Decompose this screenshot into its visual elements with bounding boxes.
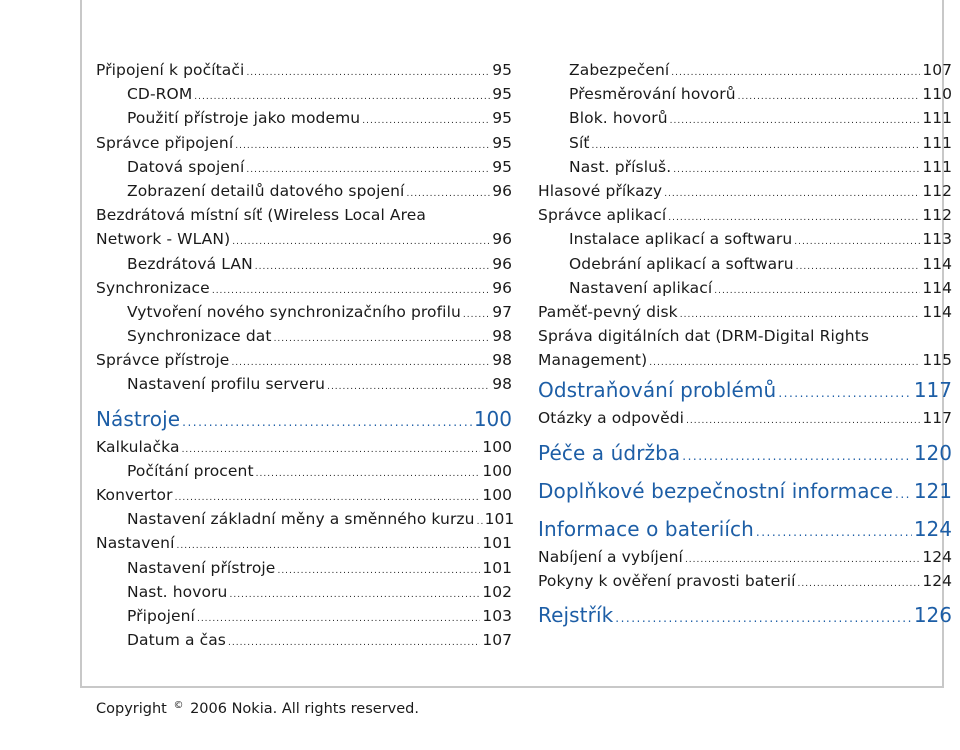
dot-leader bbox=[649, 351, 920, 375]
dot-leader bbox=[673, 158, 920, 182]
toc-entry[interactable] bbox=[538, 179, 952, 203]
left-border-rule bbox=[80, 0, 82, 688]
toc-entry[interactable] bbox=[96, 507, 515, 531]
dot-leader bbox=[182, 406, 472, 438]
toc-entry-page: 98 bbox=[492, 351, 512, 370]
toc-entry-page: 97 bbox=[492, 302, 512, 321]
toc-entry-title: Nástroje bbox=[96, 406, 181, 431]
toc-entry[interactable] bbox=[96, 300, 512, 324]
toc-chapter[interactable] bbox=[538, 513, 952, 545]
toc-chapter[interactable] bbox=[538, 599, 952, 631]
toc-entry-title: Otázky a odpovědi bbox=[538, 409, 685, 428]
dot-leader bbox=[682, 440, 912, 472]
toc-entry-title: Nastavení bbox=[96, 534, 175, 553]
toc-entry[interactable] bbox=[538, 569, 952, 593]
toc-entry-page: 124 bbox=[922, 547, 952, 566]
dot-leader bbox=[738, 85, 921, 109]
toc-entry-page: 124 bbox=[922, 571, 952, 590]
dot-leader bbox=[756, 516, 912, 548]
toc-entry-title: Paměť-pevný disk bbox=[538, 302, 678, 321]
toc-entry-page: 114 bbox=[922, 254, 952, 273]
toc-left-column bbox=[96, 58, 515, 652]
toc-entry-title: Přesměrování hovorů bbox=[569, 85, 736, 104]
toc-entry-title: Správce připojení bbox=[96, 133, 234, 152]
toc-entry-title: Připojení k počítači bbox=[96, 61, 245, 79]
toc-entry-page: 117 bbox=[922, 409, 952, 428]
toc-entry-page: 107 bbox=[482, 631, 512, 650]
toc-entry-page: 111 bbox=[922, 157, 952, 176]
toc-entry[interactable] bbox=[96, 348, 512, 372]
toc-entry-page: 95 bbox=[492, 133, 512, 152]
toc-entry-page: 111 bbox=[922, 109, 952, 128]
dot-leader bbox=[246, 61, 490, 85]
toc-entry[interactable] bbox=[96, 179, 512, 203]
toc-chapter[interactable] bbox=[538, 437, 952, 469]
toc-entry-title: Péče a údržba bbox=[538, 440, 681, 465]
toc-right-column bbox=[538, 58, 952, 631]
toc-entry[interactable] bbox=[538, 406, 952, 430]
toc-entry-title: Síť bbox=[569, 133, 590, 152]
toc-entry[interactable] bbox=[538, 155, 952, 179]
toc-entry[interactable] bbox=[96, 227, 512, 251]
dot-leader bbox=[362, 109, 490, 133]
dot-leader bbox=[895, 478, 912, 510]
toc-entry-page: 96 bbox=[492, 254, 512, 273]
toc-entry-page: 120 bbox=[913, 440, 952, 465]
toc-entry-title: Synchronizace bbox=[96, 278, 210, 297]
toc-entry-page: 112 bbox=[922, 206, 952, 225]
toc-entry[interactable] bbox=[538, 131, 952, 155]
toc-entry-page: 100 bbox=[482, 461, 512, 480]
toc-entry[interactable] bbox=[96, 106, 512, 130]
toc-entry[interactable] bbox=[96, 531, 512, 555]
toc-entry-page: 121 bbox=[913, 478, 952, 503]
toc-entry[interactable] bbox=[96, 252, 512, 276]
toc-entry-page: 102 bbox=[482, 582, 512, 601]
copyright-footer bbox=[96, 700, 419, 717]
dot-leader bbox=[274, 327, 491, 351]
toc-entry-title: Instalace aplikací a softwaru bbox=[569, 230, 793, 249]
copyright-text: 2006 Nokia. All rights reserved. bbox=[190, 701, 419, 717]
toc-entry-title: Kalkulačka bbox=[96, 437, 180, 456]
toc-entry-title: Vytvoření nového synchronizačního profilu bbox=[127, 302, 461, 321]
toc-entry-title: Nabíjení a vybíjení bbox=[538, 547, 683, 566]
copyright-label: Copyright bbox=[96, 701, 167, 717]
toc-entry-page: 103 bbox=[482, 606, 512, 625]
dot-leader bbox=[798, 572, 921, 596]
toc-entry[interactable] bbox=[538, 545, 952, 569]
toc-entry-page: 100 bbox=[473, 406, 512, 431]
dot-leader bbox=[232, 230, 490, 254]
dot-leader bbox=[327, 375, 490, 399]
toc-entry[interactable] bbox=[538, 203, 952, 227]
toc-entry[interactable] bbox=[538, 276, 952, 300]
toc-entry[interactable] bbox=[96, 203, 512, 227]
toc-entry-title: Nastavení aplikací bbox=[569, 278, 713, 297]
dot-leader bbox=[235, 134, 490, 158]
toc-entry-page: 113 bbox=[922, 230, 952, 249]
dot-leader bbox=[615, 602, 912, 634]
toc-entry-title: Zabezpečení bbox=[569, 61, 670, 79]
dot-leader bbox=[197, 607, 480, 631]
toc-entry[interactable] bbox=[538, 300, 952, 324]
toc-entry[interactable] bbox=[96, 580, 512, 604]
dot-leader bbox=[778, 377, 912, 409]
toc-entry-page: 95 bbox=[492, 61, 512, 79]
toc-entry[interactable] bbox=[538, 252, 952, 276]
dot-leader bbox=[664, 182, 920, 206]
toc-entry[interactable] bbox=[96, 276, 512, 300]
dot-leader bbox=[714, 279, 920, 303]
dot-leader bbox=[277, 559, 480, 583]
toc-entry-page: 117 bbox=[913, 378, 952, 403]
toc-entry-page: 124 bbox=[913, 516, 952, 541]
dot-leader bbox=[256, 462, 481, 486]
toc-entry-title: Připojení bbox=[127, 606, 195, 625]
toc-entry[interactable] bbox=[538, 82, 952, 106]
dot-leader bbox=[229, 583, 480, 607]
toc-entry-title: Datum a čas bbox=[127, 631, 226, 650]
dot-leader bbox=[255, 255, 491, 279]
toc-entry-page: 100 bbox=[482, 486, 512, 504]
toc-entry[interactable] bbox=[538, 227, 952, 251]
toc-entry-title: Management) bbox=[538, 351, 648, 370]
toc-chapter[interactable] bbox=[538, 475, 952, 507]
toc-entry-page: 96 bbox=[492, 230, 512, 249]
toc-entry-title: Odebrání aplikací a softwaru bbox=[569, 254, 794, 273]
bottom-border-rule bbox=[80, 686, 944, 688]
toc-entry-title: Správa digitálních dat (DRM-Digital Rights bbox=[538, 327, 870, 346]
toc-entry[interactable] bbox=[96, 372, 512, 396]
toc-entry-title: Blok. hovorů bbox=[569, 109, 668, 128]
toc-entry[interactable] bbox=[96, 483, 512, 507]
toc-entry-title: Odstraňování problémů bbox=[538, 378, 777, 403]
toc-entry[interactable] bbox=[96, 459, 512, 483]
toc-entry-page: 101 bbox=[484, 510, 515, 529]
toc-entry[interactable] bbox=[96, 82, 512, 106]
toc-entry-page: 115 bbox=[922, 351, 952, 370]
toc-entry-page: 114 bbox=[922, 278, 952, 297]
toc-entry-page: 107 bbox=[922, 61, 952, 79]
toc-entry-page: 100 bbox=[482, 437, 512, 456]
toc-entry-page: 98 bbox=[492, 327, 512, 346]
toc-entry-title: Nast. přísluš. bbox=[569, 157, 672, 176]
toc-entry-title: Nastavení profilu serveru bbox=[127, 375, 326, 394]
toc-entry-title: Hlasové příkazy bbox=[538, 181, 663, 200]
toc-chapter[interactable] bbox=[538, 374, 952, 406]
toc-entry[interactable] bbox=[96, 58, 512, 82]
toc-entry-page: 101 bbox=[482, 558, 512, 577]
toc-entry-title: Datová spojení bbox=[127, 157, 245, 176]
toc-entry-title: Nastavení přístroje bbox=[127, 558, 276, 577]
dot-leader bbox=[794, 230, 920, 254]
toc-entry-page: 114 bbox=[922, 302, 952, 321]
toc-entry[interactable] bbox=[96, 628, 512, 652]
toc-entry-title: Bezdrátová místní síť (Wireless Local Area bbox=[96, 206, 426, 225]
toc-entry-title: Počítání procent bbox=[127, 461, 254, 480]
toc-entry[interactable] bbox=[96, 131, 512, 155]
toc-entry-title: Synchronizace dat bbox=[127, 327, 272, 346]
toc-entry-title: Zobrazení detailů datového spojení bbox=[127, 181, 405, 200]
toc-entry-title: Network - WLAN) bbox=[96, 230, 231, 249]
toc-entry-page: 98 bbox=[492, 375, 512, 394]
toc-chapter[interactable] bbox=[96, 403, 512, 435]
copyright-symbol: © bbox=[173, 700, 184, 711]
toc-entry-page: 101 bbox=[482, 534, 512, 553]
toc-entry-title: Bezdrátová LAN bbox=[127, 254, 253, 273]
toc-entry-title: Nast. hovoru bbox=[127, 582, 228, 601]
toc-entry-page: 95 bbox=[492, 157, 512, 176]
toc-entry-page: 110 bbox=[922, 85, 952, 104]
toc-entry[interactable] bbox=[96, 155, 512, 179]
toc-entry-page: 96 bbox=[492, 181, 512, 200]
toc-entry[interactable] bbox=[538, 58, 952, 82]
toc-entry-title: Doplňkové bezpečnostní informace bbox=[538, 478, 894, 503]
toc-entry-title: Správce přístroje bbox=[96, 351, 230, 370]
toc-entry-title: Informace o bateriích bbox=[538, 516, 754, 541]
toc-entry-page: 95 bbox=[492, 109, 512, 128]
dot-leader bbox=[796, 255, 921, 279]
toc-entry-title: Nastavení základní měny a směnného kurzu bbox=[127, 510, 475, 529]
dot-leader bbox=[228, 631, 480, 655]
toc-entry-title: Konvertor bbox=[96, 486, 173, 504]
toc-entry[interactable] bbox=[538, 324, 952, 348]
toc-entry-page: 96 bbox=[492, 278, 512, 297]
toc-entry-page: 111 bbox=[922, 133, 952, 152]
toc-entry-title: Pokyny k ověření pravosti baterií bbox=[538, 571, 796, 590]
toc-entry[interactable] bbox=[538, 106, 952, 130]
dot-leader bbox=[670, 109, 921, 133]
toc-entry-title: Použití přístroje jako modemu bbox=[127, 109, 361, 128]
dot-leader bbox=[686, 409, 920, 433]
toc-entry[interactable] bbox=[96, 435, 512, 459]
toc-entry[interactable] bbox=[538, 348, 952, 372]
toc-entry[interactable] bbox=[96, 604, 512, 628]
dot-leader bbox=[463, 303, 490, 327]
toc-entry-title: Rejstřík bbox=[538, 603, 614, 627]
toc-entry-title: Správce aplikací bbox=[538, 206, 667, 225]
toc-entry-page: 112 bbox=[922, 181, 952, 200]
toc-entry-page: 126 bbox=[913, 603, 952, 627]
toc-entry[interactable] bbox=[96, 556, 512, 580]
toc-entry-page: 95 bbox=[492, 85, 512, 104]
toc-entry[interactable] bbox=[96, 324, 512, 348]
toc-entry-title: CD-ROM bbox=[127, 85, 193, 104]
